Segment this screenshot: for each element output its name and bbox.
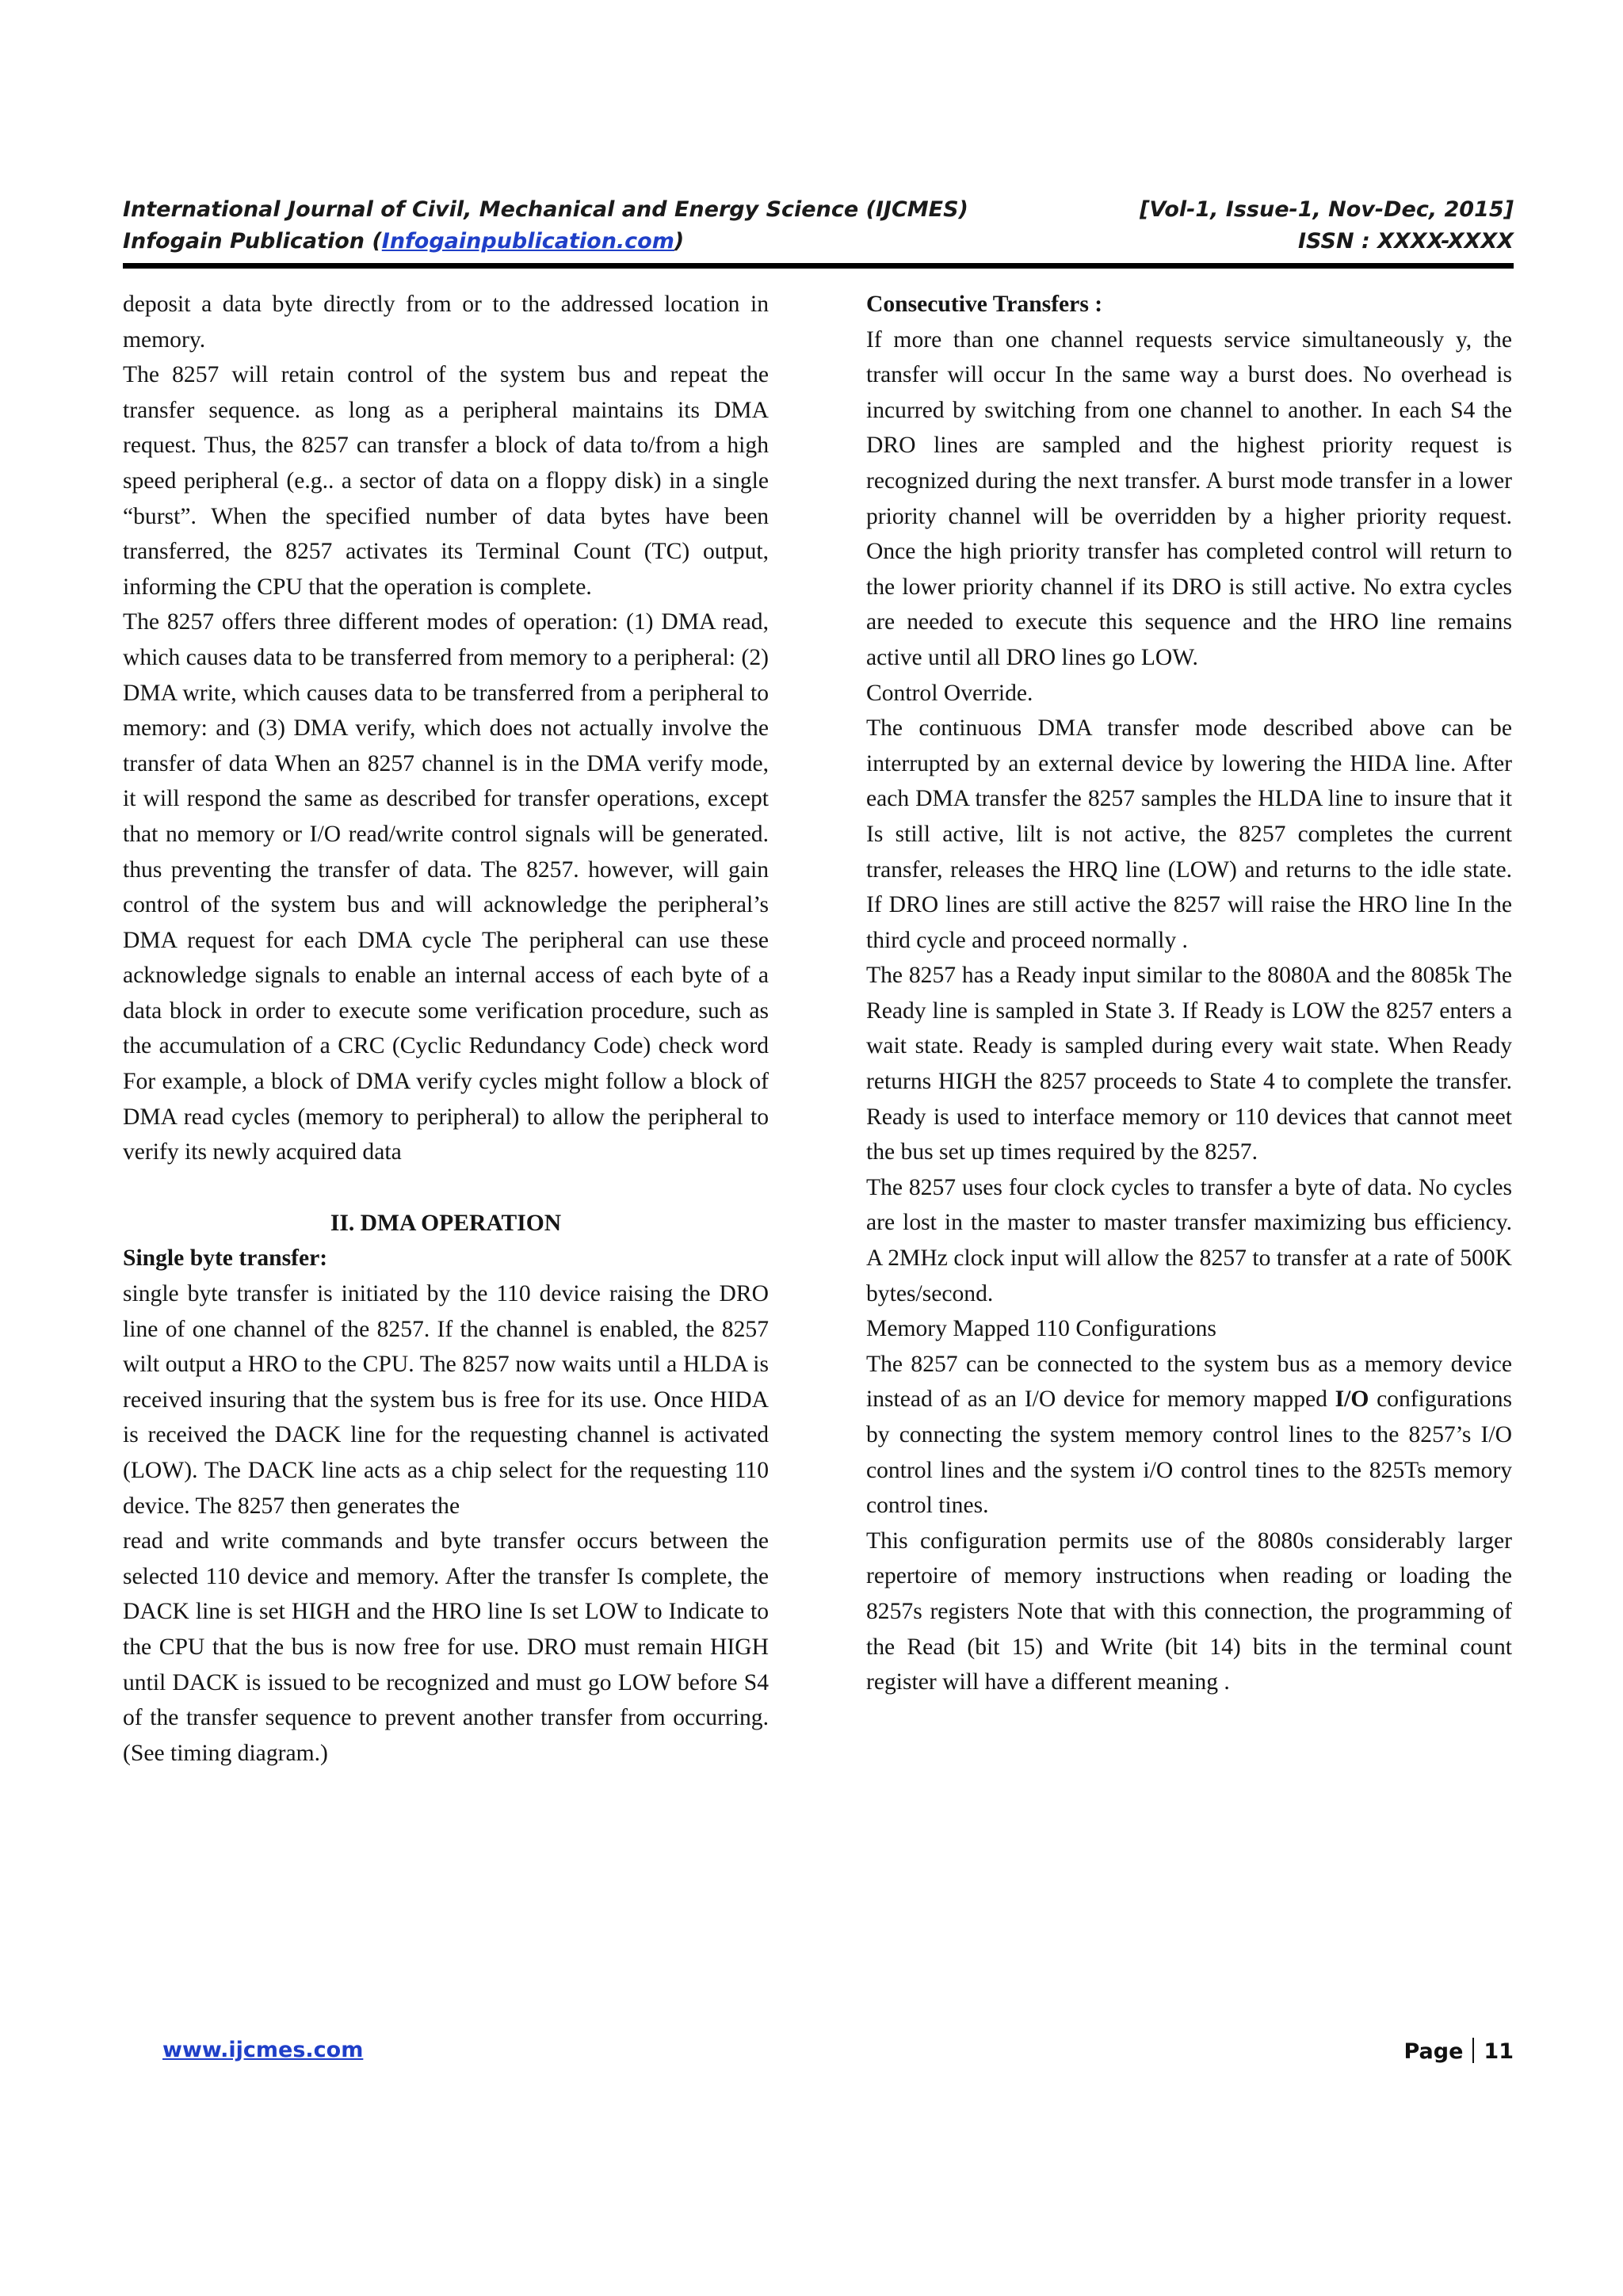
header-divider xyxy=(123,263,1514,269)
left-column xyxy=(123,287,769,1771)
paragraph: The 8257 can be connected to the system bus as a memory device instead of as an I/O device for memory mapped I/O configurations by connecting the system memory control lines to the 8257’s I/O control lines and the system i/O control tines to the 825Ts memory control tines. xyxy=(866,1351,1513,1519)
journal-title: International Journal of Civil, Mechanical and Energy Science (IJCMES) xyxy=(123,197,968,222)
paragraph: If more than one channel requests service simultaneously y, the transfer will occur In the same way a burst does. No overhead is incurred by switching from one channel to another. In each S4 the DRO lines are sampled and the highest priority request is recognized during the next transfer. A burst mode transfer in a lower priority channel will be overridden by a higher priority request. Once the high priority transfer has completed control will return to the lower priority channel if its DRO is still active. No extra cycles are needed to execute this sequence and the HRO line remains active until all DRO lines go LOW. xyxy=(866,326,1512,670)
paragraph: Memory Mapped 110 Configurations xyxy=(866,1316,1216,1342)
website-link[interactable]: www.ijcmes.com xyxy=(162,2038,364,2062)
paragraph: Control Override. xyxy=(866,680,1033,706)
subheading: Consecutive Transfers : xyxy=(866,292,1103,317)
running-header xyxy=(123,194,1514,257)
issn: ISSN : XXXX-XXXX xyxy=(1298,229,1514,254)
paragraph: The 8257 offers three different modes of operation: (1) DMA read, which causes data to be transferred from memory to a peripheral: (2) DMA write, which causes data to be transferred from a peripheral to memory: and (3) DMA verify, which does not actually involve the transfer of data When an 8257 channel is in the DMA verify mode, it will respond the same as described for transfer operations, except that no memory or I/O read/write control signals will be generated. thus preventing the transfer of data. The 8257. however, will gain control of the system bus and will acknowledge the peripheral’s DMA request for each DMA cycle The peripheral can use these acknowledge signals to enable an internal access of each byte of a data block in order to execute some verification procedure, such as the accumulation of a CRC (Cyclic Redundancy Code) check word For example, a block of DMA verify cycles might follow a block of DMA read cycles (memory to peripheral) to allow the peripheral to verify its newly acquired data xyxy=(123,609,769,1165)
section-title: II. DMA OPERATION xyxy=(330,1210,562,1236)
paragraph: single byte transfer is initiated by the 110 device raising the DRO line of one channel of the 8257. If the channel is enabled, the 8257 wilt output a HRO to the CPU. The 8257 now waits until a HLDA is received insuring that the system bus is free for its use. Once HIDA is received the DACK line for the requesting channel is activated (LOW). The DACK line acts as a chip select for the requesting 110 device. The 8257 then generates the xyxy=(123,1281,769,1519)
paragraph: read and write commands and byte transfer occurs between the selected 110 device and memory. After the transfer Is complete, the DACK line is set HIGH and the HRO line Is set LOW to Indicate to the CPU that the bus is now free for use. DRO must remain HIGH until DACK is issued to be recognized and must go LOW before S4 of the transfer sequence to prevent another transfer from occurring. (See timing diagram.) xyxy=(123,1528,769,1766)
page-number-label: Page 11 xyxy=(1403,2039,1514,2064)
page-footer xyxy=(162,2038,1514,2064)
publisher: Infogain Publication (Infogainpublication.com) xyxy=(123,229,685,254)
paragraph: The 8257 uses four clock cycles to transfer a byte of data. No cycles are lost in the master to master transfer maximizing bus efficiency. A 2MHz clock input will allow the 8257 to transfer at a rate of 500K bytes/second. xyxy=(866,1174,1512,1306)
subheading: Single byte transfer: xyxy=(123,1245,328,1272)
paragraph: The 8257 has a Ready input similar to the 8080A and the 8085k The Ready line is sampled in State 3. If Ready is LOW the 8257 enters a wait state. Ready is sampled during every wait state. When Ready returns HIGH the 8257 proceeds to State 4 to complete the transfer. Ready is used to interface memory or 110 devices that cannot meet the bus set up times required by the 8257. xyxy=(866,963,1512,1165)
footer-separator xyxy=(1472,2038,1474,2063)
paragraph: deposit a data byte directly from or to the addressed location in memory. xyxy=(123,292,769,353)
paragraph: This configuration permits use of the 8080s considerably larger repertoire of memory instructions when reading or loading the 8257s registers Note that with this connection, the programming of the Read (bit 15) and Write (bit 14) bits in the terminal count register will have a different meaning . xyxy=(866,1527,1512,1695)
page-number: 11 xyxy=(1484,2039,1514,2064)
publisher-link[interactable]: Infogainpublication.com xyxy=(381,229,674,254)
paragraph: The 8257 will retain control of the system bus and repeat the transfer sequence. as long as a peripheral maintains its DMA request. Thus, the 8257 can transfer a block of data to/from a high speed peripheral (e.g.. a sector of data on a floppy disk) in a single “burst”. When the specified number of data bytes have been transferred, the 8257 activates its Terminal Count (TC) output, informing the CPU that the operation is complete. xyxy=(123,362,769,600)
volume-info: [Vol-1, Issue-1, Nov-Dec, 2015] xyxy=(1140,197,1514,222)
paragraph: The continuous DMA transfer mode described above can be interrupted by an external device by lowering the HIDA line. After each DMA transfer the 8257 samples the HLDA line to insure that it Is still active, lilt is not active, the 8257 completes the current transfer, releases the HRQ line (LOW) and returns to the idle state. If DRO lines are still active the 8257 will raise the HRO line In the third cycle and proceed normally . xyxy=(866,715,1512,953)
right-column xyxy=(866,287,1512,1700)
